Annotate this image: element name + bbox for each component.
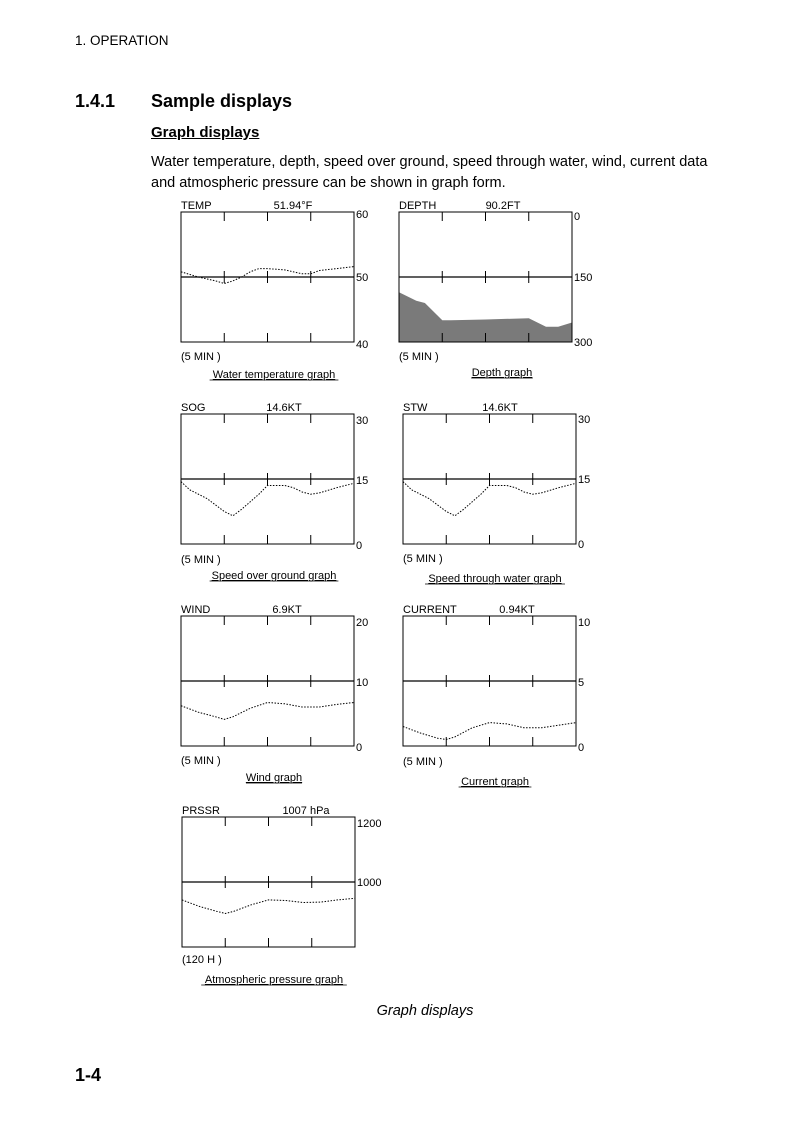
graph-caption: Current graph [461,776,529,788]
section-title: Sample displays [151,91,293,111]
graph-label: PRSSR [182,805,220,817]
graph-value: 0.94KT [499,604,535,616]
graph-value: 6.9KT [272,604,302,616]
time-span-label: (120 H ) [182,954,222,966]
graph-panel-current [403,604,590,788]
graph-caption: Water temperature graph [212,369,336,381]
graph-label: SOG [181,402,206,414]
graph-caption: Depth graph [471,367,533,379]
graph-label: TEMP [181,200,212,212]
graph-caption: Wind graph [245,772,303,784]
figure-caption: Graph displays [376,1003,474,1019]
graph-panel-stw [403,402,590,585]
data-series-line [182,898,355,913]
graph-caption: Speed over ground graph [211,570,337,582]
axis-tick-label: 150 [574,272,593,284]
axis-tick-label: 0 [578,742,585,754]
graph-label: WIND [181,604,211,616]
graph-panel-sog [181,402,368,582]
graph-value: 1007 hPa [282,805,330,817]
graph-value: 90.2FT [485,200,521,212]
time-span-label: (5 MIN ) [181,351,221,363]
axis-tick-label: 20 [356,617,369,629]
graph-panel-temp [181,200,368,381]
axis-tick-label: 300 [574,337,593,349]
graph-label: DEPTH [399,200,437,212]
graph-caption: Atmospheric pressure graph [204,974,344,986]
axis-tick-label: 0 [356,742,363,754]
axis-tick-label: 1000 [357,877,382,889]
graph-caption: Speed through water graph [428,573,562,585]
axis-tick-label: 1200 [357,818,382,830]
graph-label: CURRENT [403,604,457,616]
time-span-label: (5 MIN ) [399,351,439,363]
page-header: 1. OPERATION [75,33,169,48]
data-series-line [181,703,354,720]
axis-tick-label: 60 [356,209,369,221]
section-number: 1.4.1 [75,91,116,111]
axis-tick-label: 0 [574,211,581,223]
graph-label: STW [403,402,428,414]
time-span-label: (5 MIN ) [403,756,443,768]
time-span-label: (5 MIN ) [403,553,443,565]
time-span-label: (5 MIN ) [181,554,221,566]
intro-paragraph: Water temperature, depth, speed over ground, speed through water, wind, current data and atmospheric pressure can be shown in graph form. [151,154,708,191]
axis-tick-label: 0 [578,539,585,551]
data-series-line [403,482,576,516]
graph-value: 14.6KT [266,402,302,414]
axis-tick-label: 10 [356,677,369,689]
axis-tick-label: 30 [578,414,591,426]
axis-tick-label: 0 [356,540,363,552]
graph-value: 51.94°F [273,200,313,212]
page-number: 1-4 [75,1065,102,1085]
graph-value: 14.6KT [482,402,518,414]
axis-tick-label: 10 [578,617,591,629]
data-series-line [403,723,576,740]
axis-tick-label: 15 [356,475,369,487]
axis-tick-label: 15 [578,474,591,486]
axis-tick-label: 50 [356,272,369,284]
subheading: Graph displays [151,124,260,141]
axis-tick-label: 40 [356,339,369,351]
graph-panel-wind [181,604,368,784]
graph-panel-prssr [182,805,381,986]
axis-tick-label: 30 [356,415,369,427]
data-series-line [181,482,354,516]
time-span-label: (5 MIN ) [181,755,221,767]
graph-panel-depth [399,200,592,379]
axis-tick-label: 5 [578,677,585,689]
